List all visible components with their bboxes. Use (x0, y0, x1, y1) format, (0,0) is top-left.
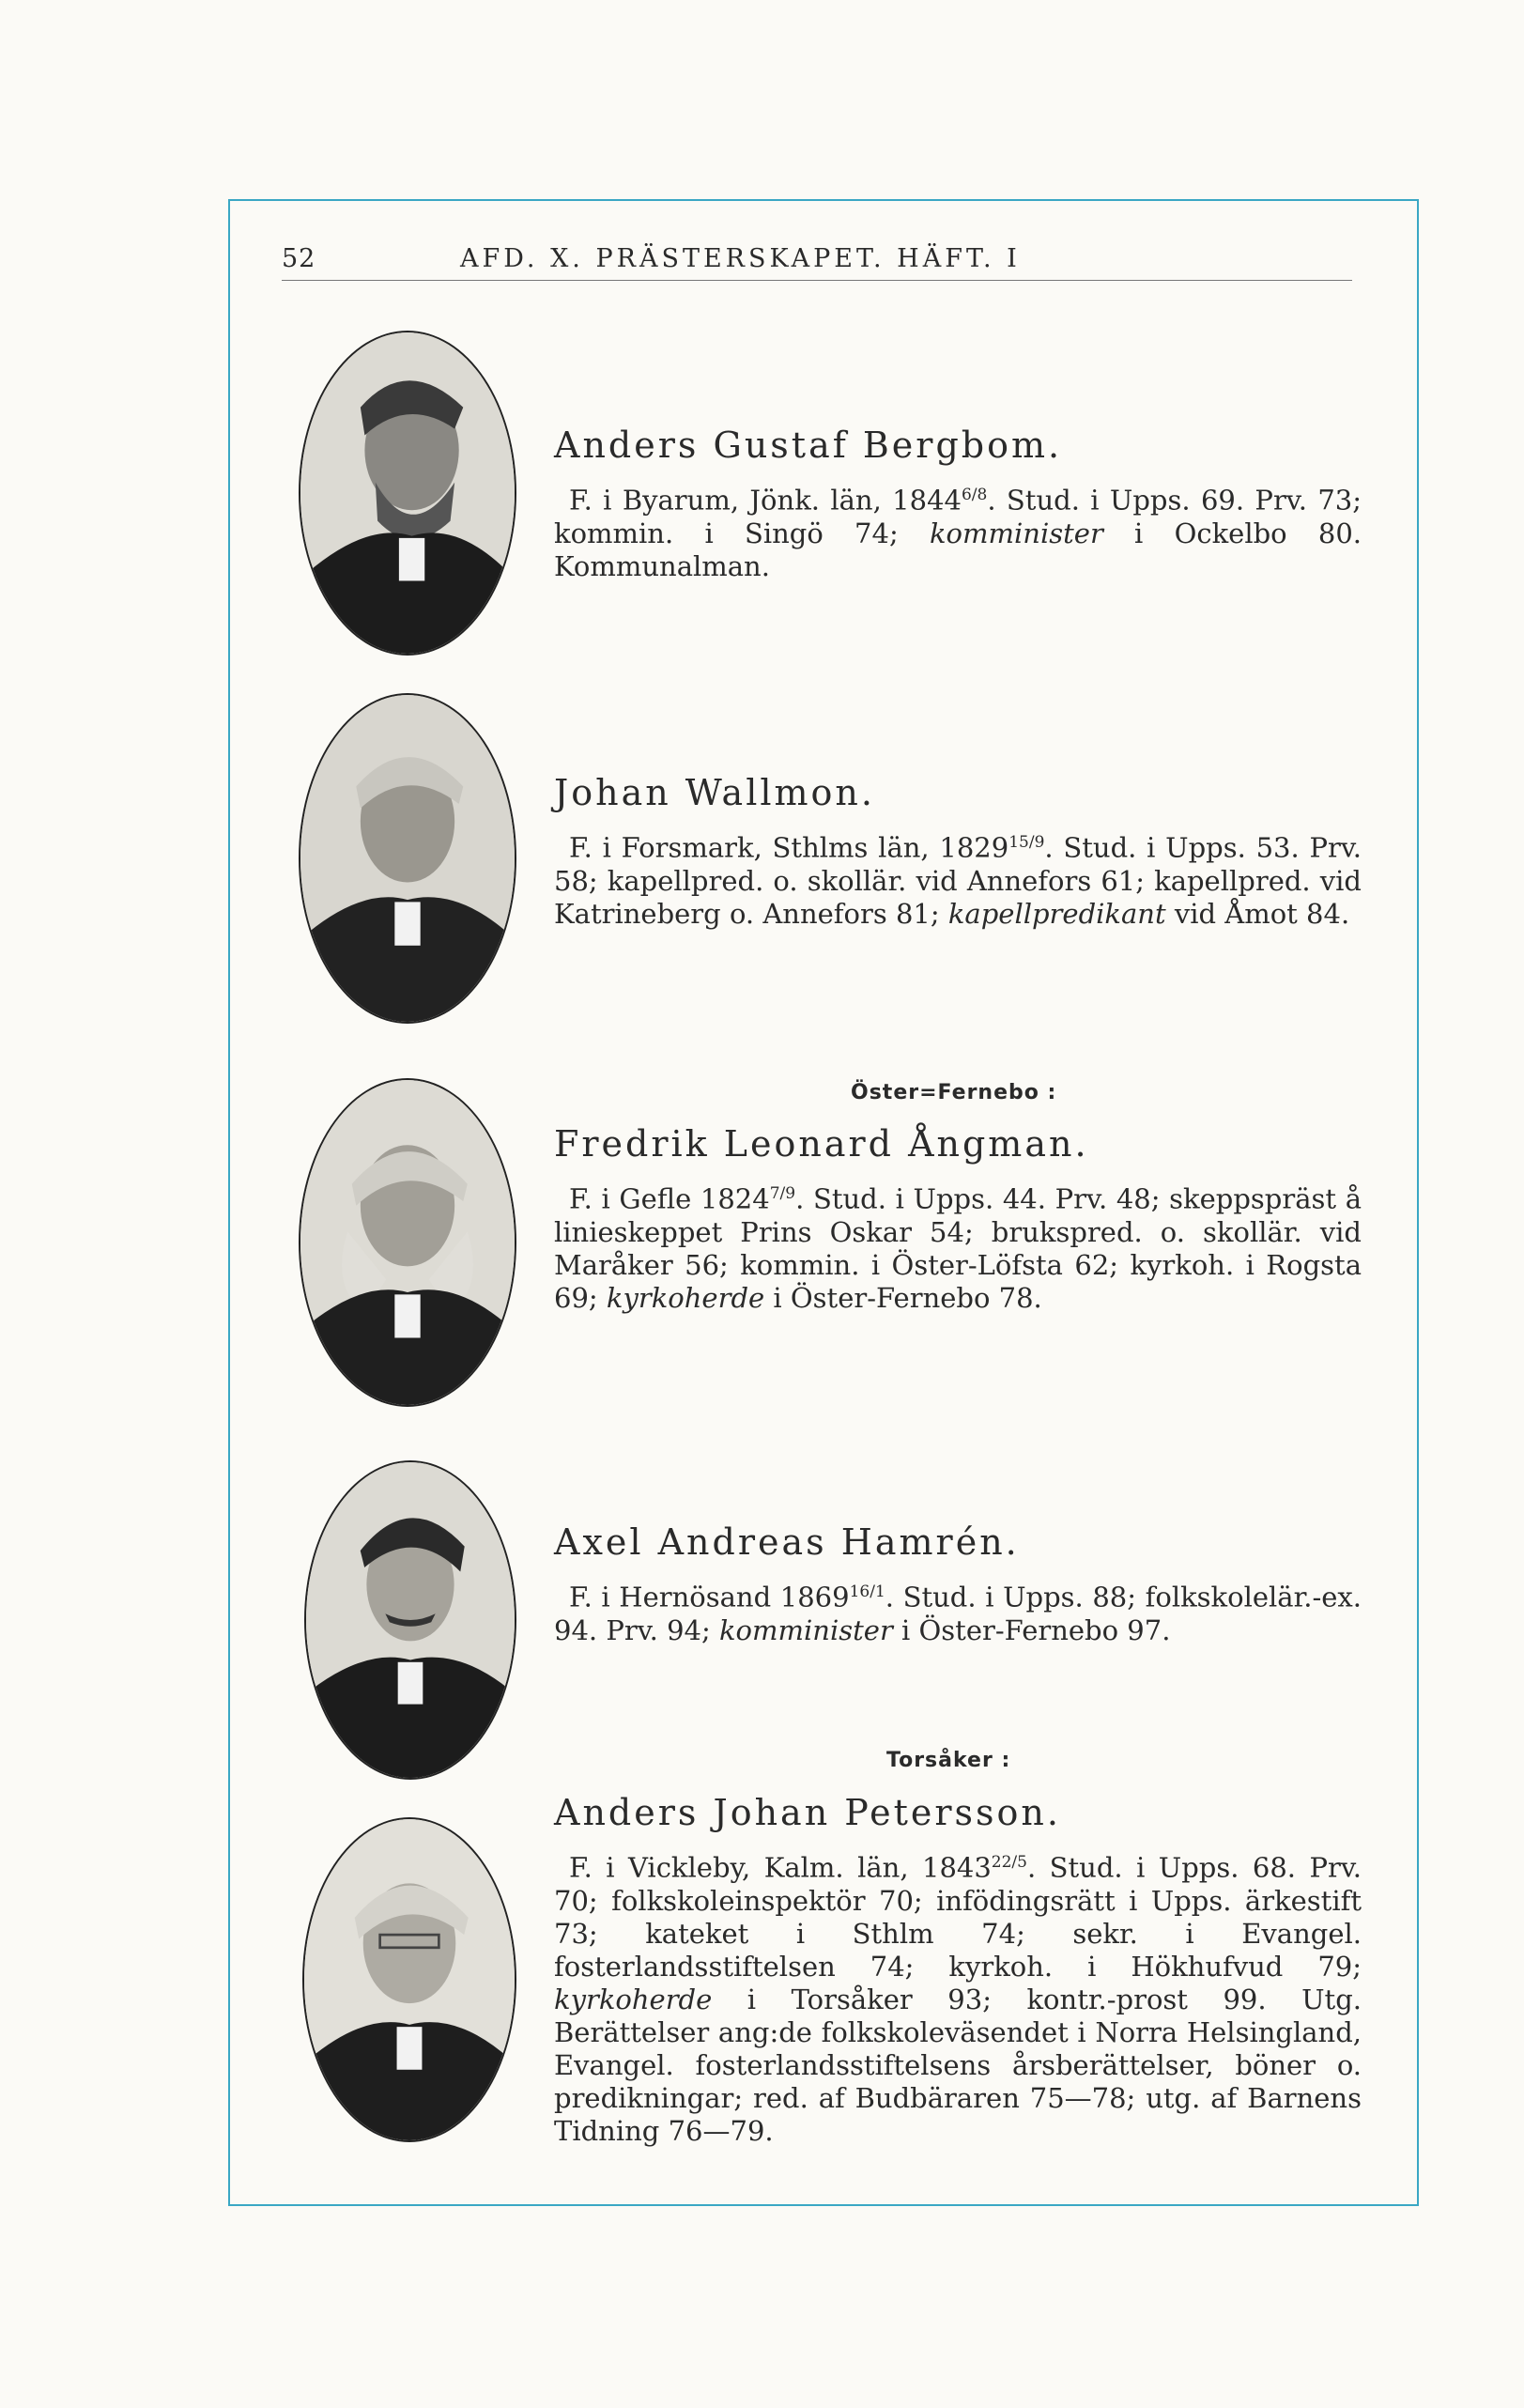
entry-bio: F. i Vickleby, Kalm. län, $1843^{22/5}$. Stud. i Upps. 68. Prv. 70; folkskoleinspektör 70; infödingsrätt i Upps. ärkestift 73; kateket i Sthlm 74; sekr. i Evangel. fosterlandsstiftelsen 74; kyrkoh. i Hökhufvud 79; kyrkoherde i Torsåker 93; kontr.-prost 99. Utg. Berättelser ang:de folkskoleväsendet i Norra Helsingland, Evangel. fosterlandsstiftelsens årsberättelser, böner o. predikningar; red. af Budbäraren 75—78; utg. af Barnens Tidning 76—79. (554, 1851, 1362, 2147)
entry-wallmon (554, 772, 1362, 931)
portrait-wallmon (299, 693, 516, 1024)
running-title: AFD. X. PRÄSTERSKAPET. HÄFT. I (460, 244, 1021, 273)
entry-name: Fredrik Leonard Ångman. (554, 1123, 1089, 1165)
entry-name: Johan Wallmon. (554, 772, 875, 813)
entry-petersson (554, 1792, 1362, 2148)
entry-bio: F. i Hernösand $1869^{16/1}$. Stud. i Upps. 88; folkskolelär.-ex. 94. Prv. 94; komminister i Öster-Fernebo 97. (554, 1581, 1362, 1646)
portrait-bergbom (299, 331, 516, 656)
entry-bio: F. i Gefle $1824^{7/9}$. Stud. i Upps. 44. Prv. 48; skeppspräst å linieskeppet Prins Oskar 54; brukspred. o. skollär. vid Maråker 56; kommin. i Öster-Löfsta 62; kyrkoh. i Rogsta 69; kyrkoherde i Öster-Fernebo 78. (554, 1182, 1362, 1314)
parish-heading-oster-fernebo: Öster=Fernebo : (851, 1081, 1057, 1104)
parish-heading-torsaker: Torsåker : (886, 1749, 1011, 1772)
entry-name: Anders Gustaf Bergbom. (554, 424, 1063, 466)
portrait-petersson (302, 1817, 516, 2142)
page-number: 52 (282, 244, 316, 273)
entry-name: Anders Johan Petersson. (554, 1792, 1061, 1833)
entry-bio: F. i Byarum, Jönk. län, $1844^{6/8}$. Stud. i Upps. 69. Prv. 73; kommin. i Singö 74; komminister i Ockelbo 80. Kommunalman. (554, 484, 1362, 582)
entry-angman (554, 1123, 1362, 1315)
portrait-hamren (304, 1460, 516, 1780)
entry-name: Axel Andreas Hamrén. (554, 1521, 1020, 1563)
running-header (282, 237, 1352, 281)
entry-bergbom (554, 424, 1362, 583)
portrait-angman (299, 1078, 516, 1407)
entry-bio: F. i Forsmark, Sthlms län, $1829^{15/9}$. Stud. i Upps. 53. Prv. 58; kapellpred. o. skollär. vid Annefors 61; kapellpred. vid Katrineberg o. Annefors 81; kapellpredikant vid Åmot 84. (554, 831, 1362, 930)
entry-hamren (554, 1521, 1362, 1647)
